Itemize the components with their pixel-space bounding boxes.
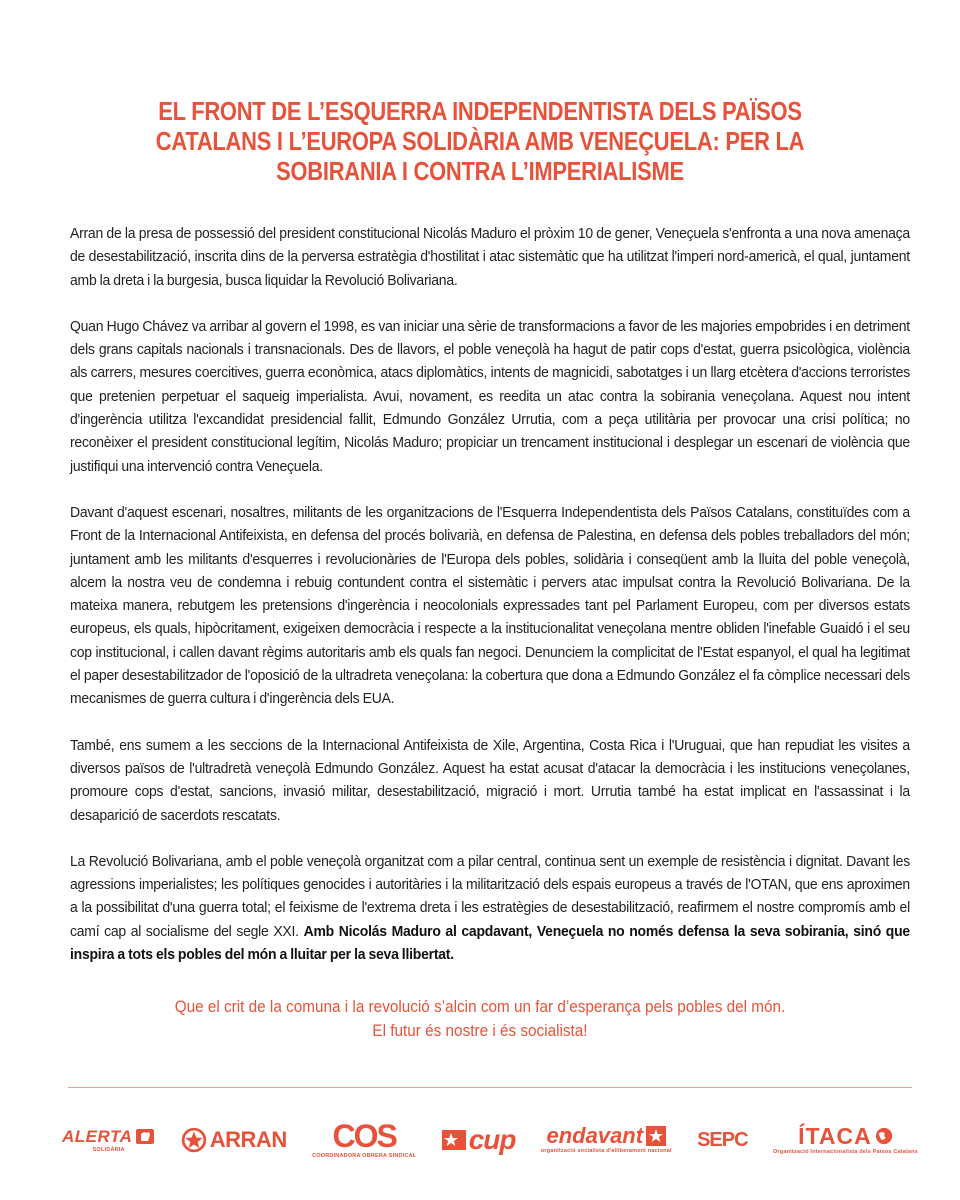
cup-logo-name: cup xyxy=(468,1124,516,1155)
cos-logo-name: COS xyxy=(332,1118,396,1155)
closing-line-1: Que el crit de la comuna i la revolució s’alcin com un far d’esperança pels pobles del món. xyxy=(174,997,786,1016)
star-flag-icon xyxy=(442,1130,466,1150)
footer-divider xyxy=(68,1087,912,1088)
globe-icon xyxy=(875,1127,893,1145)
arran-logo xyxy=(181,1127,287,1153)
cup-logo xyxy=(442,1126,516,1154)
paragraph-3: Davant d'aquest escenari, nosaltres, militants de les organitzacions de l'Esquerra Independentista dels Països Catalans, constituïdes com a Front de la Internacional Antifeixista, en defensa del procés bolivarià, en defensa de Palestina, en defensa dels pobles treballadors del món; juntament amb les militants d'esquerres i revolucionàries de l'Europa dels pobles, solidària i conseqüent amb la lluita del poble veneçolà, alcem la nostra veu de condemna i rebuig contundent contra el sistemàtic i pervers atac impulsat contra la Revolució Bolivariana. De la mateixa manera, rebutgem les pretensions d'ingerència i neocolonials expressades tant pel Parlament Europeu, com per diversos estats europeus, els quals, hipòcritament, exigeixen democràcia i respecte a la institucionalitat veneçolana mentre obliden l'inefable Guaidó i el seu cop institucional, i callen davant règims autoritaris amb els quals fan negoci. Denunciem la complicitat de l'Estat espanyol, el qual ha legitimat el paper desestabilitzador de l'oposició de la ultradreta veneçolana: la cobertura que dona a Edmundo González el fa còmplice necessari dels mecanismes de guerra cultura i d'ingerència dels EUA. xyxy=(70,503,910,708)
arran-logo-name: ARRAN xyxy=(209,1127,287,1152)
sepc-logo-name: SEPC xyxy=(697,1129,748,1151)
paragraph-4: També, ens sumem a les seccions de la Internacional Antifeixista de Xile, Argentina, Costa Rica i l'Uruguai, que han repudiat les visites a diversos països de l'ultradretà veneçolà Edmundo González. Aquest ha estat acusat d'atacar la democràcia i les institucions veneçolanes, promoure cops d'estat, sancions, invasió militar, desestabilització, migració i mort. Urrutia també ha estat implicat en l'assassinat i la desaparició de sacerdots rescatats. xyxy=(70,736,910,824)
alerta-logo-sub: SOLIDÀRIA xyxy=(92,1147,125,1154)
endavant-logo-name: endavant xyxy=(546,1123,644,1149)
document-body xyxy=(70,222,910,989)
closing-line-2: El futur és nostre i és socialista! xyxy=(372,1021,588,1040)
paragraph-5-text: La Revolució Bolivariana, amb el poble veneçolà organitzat com a pilar central, continua sent un exemple de resistència i dignitat. Davant les agressions imperialistes; les polítiques genocides i autoritàries i la militarització dels espais europeus a través de l'OTAN, que ens aproximen a la possibilitat d'una guerra total; el feixisme de l'extrema dreta i les estratègies de desestabilització, reafirmem el nostre compromís amb el camí cap al socialisme del segle XXI. xyxy=(70,852,910,940)
itaca-logo-sub: Organització Internacionalista dels Països Catalans xyxy=(772,1148,918,1155)
endavant-logo xyxy=(541,1125,672,1155)
paragraph-2: Quan Hugo Chávez va arribar al govern el 1998, es van iniciar una sèrie de transformacions a favor de les majories empobrides i en detriment dels grans capitals nacionals i transnacionals. Des de llavors, el poble veneçolà ha hagut de patir cops d'estat, guerra psicològica, violència als carrers, mesures coercitives, guerra econòmica, atacs diplomàtics, intents de magnicidi, sabotatges i un llarg etcètera d'accions terroristes que pretenien perpetuar el saqueig imperialista. Avui, novament, es reedita un atac contra la sobirania veneçolana. Aquest nou intent d'ingerència utilitza l'excandidat presidencial fallit, Edmundo González Urrutia, com a peça utilitària per provocar una crisi política; no reconèixer el president constitucional legítim, Nicolás Maduro; propiciar un trencament institucional i desplegar un escenari de violència que justifiqui una intervenció contra Veneçuela. xyxy=(70,317,910,475)
cos-logo xyxy=(312,1120,416,1160)
endavant-logo-sub: organització socialista d'alliberament nacional xyxy=(540,1148,672,1155)
alerta-logo xyxy=(62,1126,155,1154)
paragraph-1: Arran de la presa de possessió del president constitucional Nicolás Maduro el pròxim 10 de gener, Veneçuela s'enfronta a una nova amenaça de desestabilització, inscrita dins de la perversa estratègia d'hostilitat i atac sistemàtic que ha utilitzat l'imperi nord-americà, el qual, juntament amb la dreta i la burgesia, busca liquidar la Revolució Bolivariana. xyxy=(70,225,910,289)
star-circle-icon xyxy=(181,1127,207,1153)
fist-icon xyxy=(135,1126,155,1146)
document-title: EL FRONT DE L’ESQUERRA INDEPENDENTISTA DELS PAÏSOS CATALANS I L’EUROPA SOLIDÀRIA AMB VENEÇUELA: PER LA SOBIRANIA I CONTRA L’IMPERIALISME xyxy=(155,98,805,186)
closing-slogan xyxy=(120,995,840,1043)
itaca-logo-name: ÍTACA xyxy=(798,1122,872,1149)
paragraph-5-bold: Amb Nicolás Maduro al capdavant, Veneçuela no només defensa la seva sobirania, sinó que inspira a tots els pobles del món a lluitar per la seva llibertat. xyxy=(70,922,910,964)
itaca-logo xyxy=(772,1122,918,1156)
paragraph-5 xyxy=(70,850,910,966)
logo-strip xyxy=(62,1116,918,1164)
sepc-logo xyxy=(697,1130,747,1150)
alerta-logo-name: ALERTA xyxy=(62,1126,133,1146)
cos-logo-sub: COORDINADORA OBRERA SINDICAL xyxy=(312,1153,417,1160)
star-icon xyxy=(646,1126,666,1146)
